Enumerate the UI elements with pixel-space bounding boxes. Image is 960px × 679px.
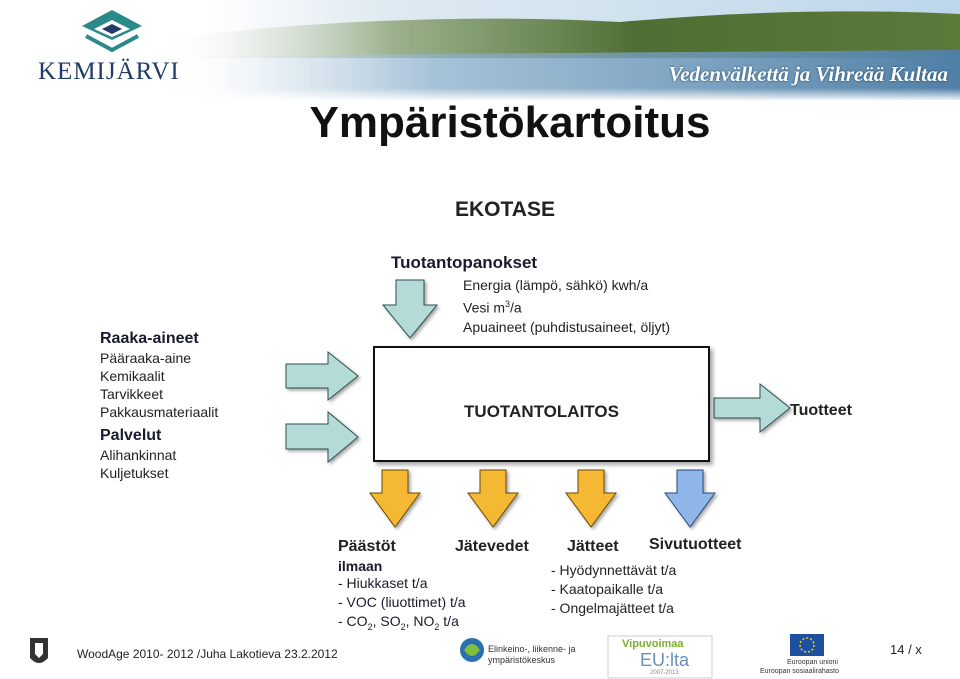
particles-item: - Hiukkaset t/a bbox=[338, 575, 428, 591]
services-heading: Palvelut bbox=[100, 427, 162, 444]
esr-text: Euroopan sosiaalirahasto bbox=[760, 668, 839, 675]
raw-item: Kemikaalit bbox=[100, 368, 165, 384]
inputs-heading: Tuotantopanokset bbox=[391, 253, 538, 272]
services-arrow bbox=[286, 412, 358, 462]
gas-sub: 2 bbox=[367, 621, 373, 632]
wastewater-label: Jätevedet bbox=[455, 538, 529, 555]
gas-no: , NO bbox=[405, 613, 435, 629]
inputs-list bbox=[463, 276, 670, 337]
wastewater-arrow bbox=[468, 470, 518, 527]
products-label: Tuotteet bbox=[790, 402, 852, 419]
aux-line: Apuaineet (puhdistusaineet, öljyt) bbox=[463, 318, 671, 335]
products-arrow bbox=[714, 384, 790, 432]
eu-union-text: Euroopan unioni bbox=[787, 659, 838, 666]
waste-label: Jätteet bbox=[567, 538, 619, 555]
input-arrow-down bbox=[383, 280, 437, 338]
air-heading: ilmaan bbox=[338, 558, 383, 574]
waste-list bbox=[551, 561, 676, 618]
waste-item: - Hyödynnettävät t/a bbox=[551, 562, 677, 578]
page-number: 14 / x bbox=[890, 642, 922, 657]
waste-item: - Kaatopaikalle t/a bbox=[551, 581, 664, 597]
raw-materials-block bbox=[100, 329, 218, 482]
eu-years: 2007-2013 bbox=[650, 670, 679, 676]
factory-label: TUOTANTOLAITOS bbox=[464, 402, 619, 421]
gas-so: , SO bbox=[372, 613, 401, 629]
voc-item: - VOC (liuottimet) t/a bbox=[338, 594, 466, 610]
page-title: Ympäristökartoitus bbox=[309, 98, 711, 147]
energy-line: Energia (lämpö, sähkö) kwh/a bbox=[463, 277, 649, 293]
byproducts-label: Sivutuotteet bbox=[649, 536, 742, 553]
water-line bbox=[463, 295, 670, 318]
raw-item: Pääraaka-aine bbox=[100, 350, 192, 366]
water-prefix: Vesi m bbox=[463, 299, 506, 316]
vipuvoimaa-text: Vipuvoimaa bbox=[622, 638, 684, 650]
emissions-label: Päästöt bbox=[338, 538, 396, 555]
air-emissions-list bbox=[338, 558, 466, 637]
logo-text: KEMIJÄRVI bbox=[38, 58, 180, 85]
raw-item: Pakkausmateriaalit bbox=[100, 404, 219, 420]
gas-sub: 2 bbox=[434, 621, 440, 632]
slogan: Vedenvälkettä ja Vihreää Kultaa bbox=[668, 62, 948, 86]
services-item: Kuljetukset bbox=[100, 465, 169, 481]
services-item: Alihankinnat bbox=[100, 447, 177, 463]
waste-arrow bbox=[566, 470, 616, 527]
water-sup: 3 bbox=[505, 299, 511, 309]
gas-unit: t/a bbox=[439, 613, 459, 629]
byproducts-arrow bbox=[665, 470, 715, 527]
section-title: EKOTASE bbox=[455, 198, 555, 221]
raw-item: Tarvikkeet bbox=[100, 386, 164, 402]
footer-credit: WoodAge 2010- 2012 /Juha Lakotieva 23.2.2012 bbox=[77, 647, 338, 661]
eu-lta-text: EU:lta bbox=[640, 650, 690, 670]
waste-item: - Ongelmajätteet t/a bbox=[551, 600, 674, 616]
water-suffix: /a bbox=[510, 299, 522, 316]
emissions-arrow bbox=[370, 470, 420, 527]
raw-materials-arrow bbox=[286, 352, 358, 400]
ely-line1: Elinkeino-, liikenne- ja bbox=[488, 644, 576, 654]
raw-materials-heading: Raaka-aineet bbox=[100, 330, 199, 347]
gas-co: - CO bbox=[338, 613, 368, 629]
gas-sub: 2 bbox=[400, 621, 406, 632]
ely-line2: ympäristökeskus bbox=[488, 655, 556, 665]
